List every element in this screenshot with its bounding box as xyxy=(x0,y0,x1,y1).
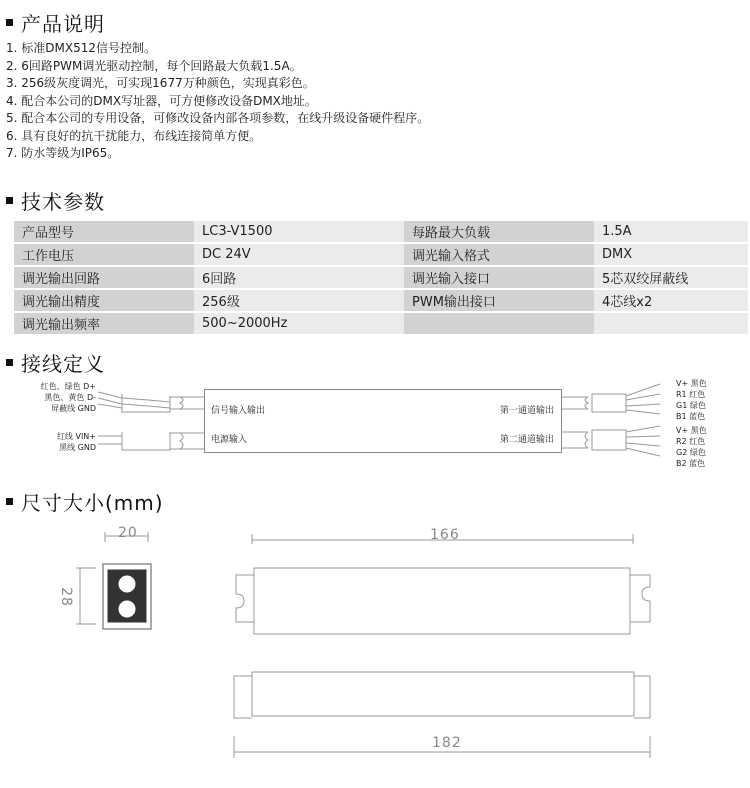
spec-key: 每路最大负载 xyxy=(404,221,594,243)
wire-labels-signal-input xyxy=(30,381,96,414)
bullet-square-icon xyxy=(6,197,13,204)
wire-label: 屏蔽线 GND xyxy=(51,404,96,413)
wire-label: R1 红色 xyxy=(676,390,706,399)
description-item: 7. 防水等级为IP65。 xyxy=(6,146,120,160)
spec-value: 256级 xyxy=(194,289,404,312)
box-label-ch2: 第二通道输出 xyxy=(500,435,555,445)
box-label-ch1: 第一通道输出 xyxy=(500,406,555,416)
section-title-dimensions xyxy=(6,487,164,516)
spec-key: 调光输入接口 xyxy=(404,266,594,289)
spec-key: 调光输出精度 xyxy=(14,289,194,312)
wire-labels-channel-1 xyxy=(676,378,707,422)
spec-value: DMX xyxy=(594,243,748,266)
table-row xyxy=(14,266,748,289)
wire-label: G1 绿色 xyxy=(676,401,706,410)
table-row xyxy=(14,312,748,335)
spec-key: 调光输出回路 xyxy=(14,266,194,289)
spec-key: 调光输出频率 xyxy=(14,312,194,335)
spec-key xyxy=(404,312,594,335)
table-row xyxy=(14,243,748,266)
description-list xyxy=(6,40,429,163)
wire-label: 黑线 GND xyxy=(59,443,96,452)
box-label-power: 电源输入 xyxy=(211,435,248,445)
wire-labels-channel-2 xyxy=(676,425,707,469)
wire-label: 红色、绿色 D+ xyxy=(40,382,96,391)
wire-label: 红线 VIN+ xyxy=(56,432,96,441)
wire-label: V+ 黑色 xyxy=(676,379,707,388)
dimension-height: 28 xyxy=(57,587,74,607)
description-item: 6. 具有良好的抗干扰能力，布线连接简单方便。 xyxy=(6,128,262,143)
section-title-text: 产品说明 xyxy=(21,12,105,36)
wire-label: B1 蓝色 xyxy=(676,412,706,421)
spec-key: 工作电压 xyxy=(14,243,194,266)
description-item: 2. 6回路PWM调光驱动控制，每个回路最大负载1.5A。 xyxy=(6,58,302,73)
box-label-signal: 信号输入输出 xyxy=(211,406,266,416)
description-item: 4. 配合本公司的DMX写址器，可方便修改设备DMX地址。 xyxy=(6,93,317,108)
spec-key: 调光输入格式 xyxy=(404,243,594,266)
spec-value: 6回路 xyxy=(194,266,404,289)
side-view-bottom-drawing xyxy=(232,666,702,776)
dimension-width: 20 xyxy=(118,525,138,541)
description-item: 5. 配合本公司的专用设备，可修改设备内部各项参数，在线升级设备硬件程序。 xyxy=(6,111,430,125)
spec-value: LC3-V1500 xyxy=(194,221,404,243)
table-row xyxy=(14,289,748,312)
wire-label: 黑色、黄色 D- xyxy=(44,393,96,402)
section-title-text: 技术参数 xyxy=(21,190,105,214)
spec-table xyxy=(14,221,748,336)
section-title-description xyxy=(6,8,105,37)
spec-value: 1.5A xyxy=(594,221,748,243)
table-row xyxy=(14,221,748,243)
bullet-square-icon xyxy=(6,359,13,366)
wire-label: B2 蓝色 xyxy=(676,459,706,468)
spec-value: 500~2000Hz xyxy=(194,312,404,335)
spec-value: 5芯双绞屏蔽线 xyxy=(594,266,748,289)
spec-value xyxy=(594,312,748,335)
wire-label: V+ 黑色 xyxy=(676,426,707,435)
wire-labels-power-input xyxy=(30,431,96,453)
description-item: 3. 256级灰度调光，可实现1677万种颜色，实现真彩色。 xyxy=(6,76,315,90)
end-view-drawing xyxy=(70,526,170,646)
dimension-length: 166 xyxy=(430,527,460,543)
bullet-square-icon xyxy=(6,19,13,26)
dimension-total-length: 182 xyxy=(432,735,462,751)
section-title-specs xyxy=(6,186,105,215)
spec-key: PWM输出接口 xyxy=(404,289,594,312)
wire-label: R2 红色 xyxy=(676,437,706,446)
section-title-text: 接线定义 xyxy=(21,352,105,376)
side-view-top-drawing xyxy=(240,530,700,650)
description-item: 1. 标准DMX512信号控制。 xyxy=(6,41,156,55)
section-title-text: 尺寸大小(mm) xyxy=(21,491,164,515)
spec-key: 产品型号 xyxy=(14,221,194,243)
spec-value: DC 24V xyxy=(194,243,404,266)
spec-value: 4芯线x2 xyxy=(594,289,748,312)
bullet-square-icon xyxy=(6,498,13,505)
wire-label: G2 绿色 xyxy=(676,448,706,457)
